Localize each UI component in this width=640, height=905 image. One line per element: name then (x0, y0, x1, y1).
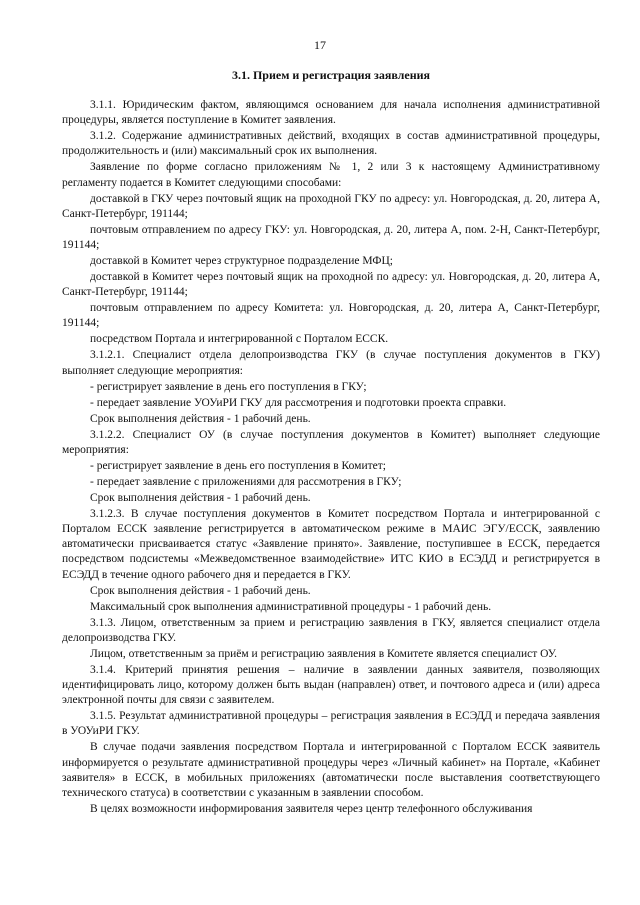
paragraph: 3.1.2.3. В случае поступления документов в Комитет посредством Портала и интегрированной с Порталом ЕССК заявление регистрируется в автоматическом режиме в МАИС ЭГУ/ЕССК, заявлению автоматически присваивается статус «Заявление принято». Заявление, поступившее в ЕССК, передается посредством подсистемы «Межведомственное взаимодействие» ИТС КИО в ЕСЭДД и регистрируется в ЕСЭДД в течение одного рабочего дня и передается в ГКУ. (62, 507, 600, 581)
page-number: 17 (314, 38, 326, 52)
paragraph: Заявление по форме согласно приложениям № 1, 2 или 3 к настоящему Административному регламенту подается в Комитет следующими способами: (62, 161, 600, 189)
paragraph: 3.1.2.2. Специалист ОУ (в случае поступления документов в Комитет) выполняет следующие мероприятия: (62, 428, 600, 456)
paragraph: - передает заявление УОУиРИ ГКУ для рассмотрения и подготовки проекта справки. (90, 396, 507, 409)
paragraph: 3.1.2.1. Специалист отдела делопроизводства ГКУ (в случае поступления документов в ГКУ) выполняет следующие мероприятия: (62, 349, 600, 377)
paragraph: Максимальный срок выполнения административной процедуры - 1 рабочий день. (90, 600, 492, 613)
paragraph: Срок выполнения действия - 1 рабочий день. (90, 491, 311, 504)
paragraph: 3.1.5. Результат административной процедуры – регистрация заявления в ЕСЭДД и передача заявления в УОУиРИ ГКУ. (62, 710, 600, 738)
paragraph: 3.1.3. Лицом, ответственным за прием и регистрацию заявления в ГКУ, является специалист отдела делопроизводства ГКУ. (62, 616, 600, 644)
paragraph: В случае подачи заявления посредством Портала и интегрированной с Порталом ЕССК заявитель информируется о результате административной процедуры через «Личный кабинет» на Портале, «Кабинет заявителя» в ЕССК, в мобильных приложениях (автоматически после выставления соответствующего технического статуса) в соответствии с указанным в заявлении способом. (62, 741, 600, 800)
paragraph: 3.1.1. Юридическим фактом, являющимся основанием для начала исполнения административной процедуры, является поступление в Комитет заявления. (62, 99, 600, 127)
paragraph: посредством Портала и интегрированной с Порталом ЕССК. (90, 333, 389, 346)
paragraph: почтовым отправлением по адресу Комитета: ул. Новгородская, д. 20, литера А, Санкт-Петербург, 191144; (62, 302, 600, 330)
paragraph: доставкой в ГКУ через почтовый ящик на проходной ГКУ по адресу: ул. Новгородская, д. 20, литера А, Санкт-Петербург, 191144; (62, 192, 600, 220)
paragraph: доставкой в Комитет через почтовый ящик на проходной по адресу: ул. Новгородская, д. 20, литера А, Санкт-Петербург, 191144; (62, 271, 600, 299)
paragraph: Срок выполнения действия - 1 рабочий день. (90, 584, 311, 597)
paragraph: 3.1.4. Критерий принятия решения – наличие в заявлении данных заявителя, позволяющих идентифицировать лицо, которому должен быть выдан (направлен) ответ, и почтового адреса и (или) адреса электронной почты для связи с заявителем. (62, 663, 600, 707)
section-title: 3.1. Прием и регистрация заявления (231, 68, 431, 82)
paragraph: доставкой в Комитет через структурное подразделение МФЦ; (90, 255, 393, 268)
paragraph: 3.1.2. Содержание административных действий, входящих в состав административной процедуры, продолжительность и (или) максимальный срок их выполнения. (62, 130, 600, 158)
document-body (62, 98, 600, 818)
paragraph: почтовым отправлением по адресу ГКУ: ул. Новгородская, д. 20, литера А, пом. 2-Н, Санкт-Петербург, 191144; (62, 223, 600, 252)
paragraph: - регистрирует заявление в день его поступления в ГКУ; (90, 380, 367, 393)
paragraph: В целях возможности информирования заявителя через центр телефонного обслуживания (90, 803, 533, 816)
paragraph: Лицом, ответственным за приём и регистрацию заявления в Комитете является специалист ОУ. (90, 647, 557, 660)
paragraph: Срок выполнения действия - 1 рабочий день. (90, 412, 311, 425)
paragraph: - передает заявление с приложениями для рассмотрения в ГКУ; (90, 475, 402, 488)
paragraph: - регистрирует заявление в день его поступления в Комитет; (90, 459, 386, 472)
